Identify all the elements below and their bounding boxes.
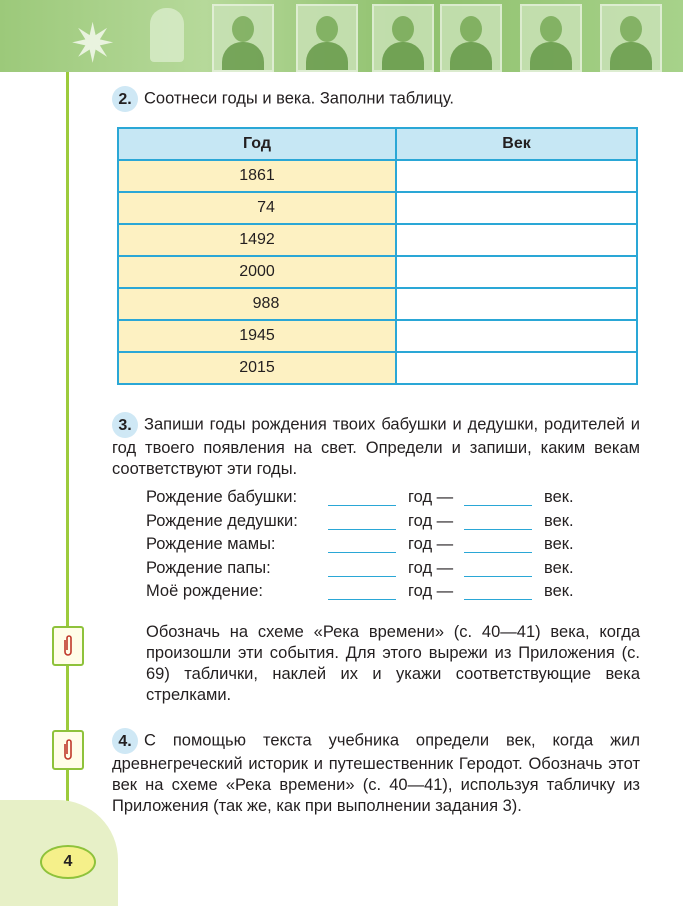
year-blank[interactable] (328, 552, 396, 553)
year-cell: 1945 (118, 320, 396, 352)
table-row (118, 224, 637, 256)
table-row (118, 320, 637, 352)
row-label: Рождение мамы: (146, 535, 276, 553)
lamp-image (150, 8, 184, 62)
century-word: век. (544, 558, 574, 577)
column-header-year: Год (118, 128, 396, 160)
portrait-photo (600, 4, 662, 72)
task-text: Запиши годы рождения твоих бабушки и дедушки, родителей и год твоего появления на свет. Определи и запиши, каким векам соответствуют эти годы. (112, 415, 640, 478)
paperclip-icon (52, 626, 84, 666)
century-word: век. (544, 535, 574, 553)
portrait-photo (296, 4, 358, 72)
row-label: Моё рождение: (146, 582, 263, 600)
year-word: год — (408, 535, 454, 553)
year-word: год — (408, 511, 454, 530)
years-table (117, 127, 638, 385)
task-number: 2. (112, 86, 138, 112)
portrait-photo (212, 4, 274, 72)
table-row (118, 192, 637, 224)
task-number: 3. (112, 412, 138, 438)
century-cell[interactable] (396, 288, 637, 320)
table-row (118, 256, 637, 288)
century-cell[interactable] (396, 224, 637, 256)
portrait-photo (372, 4, 434, 72)
row-label: Рождение дедушки: (146, 511, 298, 530)
year-blank[interactable] (328, 599, 396, 600)
page-number: 4 (40, 845, 96, 879)
century-blank[interactable] (464, 576, 532, 577)
year-word: год — (408, 582, 454, 600)
century-cell[interactable] (396, 256, 637, 288)
cosmonaut-photo (520, 4, 582, 72)
century-blank[interactable] (464, 599, 532, 600)
task-text: С помощью текста учебника определи век, когда жил древнегреческий историк и путешественник Геродот. Обозначь этот век на схеме «Река времени» (с. 40—41), используя табличку из Приложения (так же, как при выполнении задания 3). (112, 731, 640, 815)
paperclip-icon (52, 730, 84, 770)
task-3-paragraph (112, 412, 640, 480)
year-cell: 74 (118, 192, 396, 224)
year-cell: 988 (118, 288, 396, 320)
order-star-image: ✷ (70, 14, 116, 72)
task-number: 4. (112, 728, 138, 754)
year-word: год — (408, 488, 454, 506)
row-label: Рождение бабушки: (146, 488, 298, 506)
column-header-century: Век (396, 128, 637, 160)
task-2-heading (112, 86, 652, 112)
century-cell[interactable] (396, 160, 637, 192)
row-label: Рождение папы: (146, 558, 271, 577)
century-cell[interactable] (396, 352, 637, 384)
year-cell: 2015 (118, 352, 396, 384)
century-cell[interactable] (396, 320, 637, 352)
year-cell: 1861 (118, 160, 396, 192)
year-blank[interactable] (328, 529, 396, 530)
century-word: век. (544, 488, 574, 506)
century-blank[interactable] (464, 505, 532, 506)
century-word: век. (544, 511, 574, 530)
year-cell: 1492 (118, 224, 396, 256)
task-text: Соотнеси годы и века. Заполни таблицу. (144, 89, 454, 108)
year-blank[interactable] (328, 505, 396, 506)
century-blank[interactable] (464, 552, 532, 553)
year-blank[interactable] (328, 576, 396, 577)
century-cell[interactable] (396, 192, 637, 224)
table-row (118, 352, 637, 384)
year-cell: 2000 (118, 256, 396, 288)
table-row (118, 288, 637, 320)
header-banner (0, 0, 683, 72)
task-3-note: Обозначь на схеме «Река времени» (с. 40—41) века, когда произошли эти события. Для этого вырежи из Приложения (с. 69) таблички, наклей их и укажи соответствующие века стрелками. (146, 623, 640, 704)
portrait-photo (440, 4, 502, 72)
century-blank[interactable] (464, 529, 532, 530)
task-4-paragraph (112, 728, 640, 817)
year-word: год — (408, 558, 454, 577)
table-row (118, 160, 637, 192)
century-word: век. (544, 582, 574, 600)
